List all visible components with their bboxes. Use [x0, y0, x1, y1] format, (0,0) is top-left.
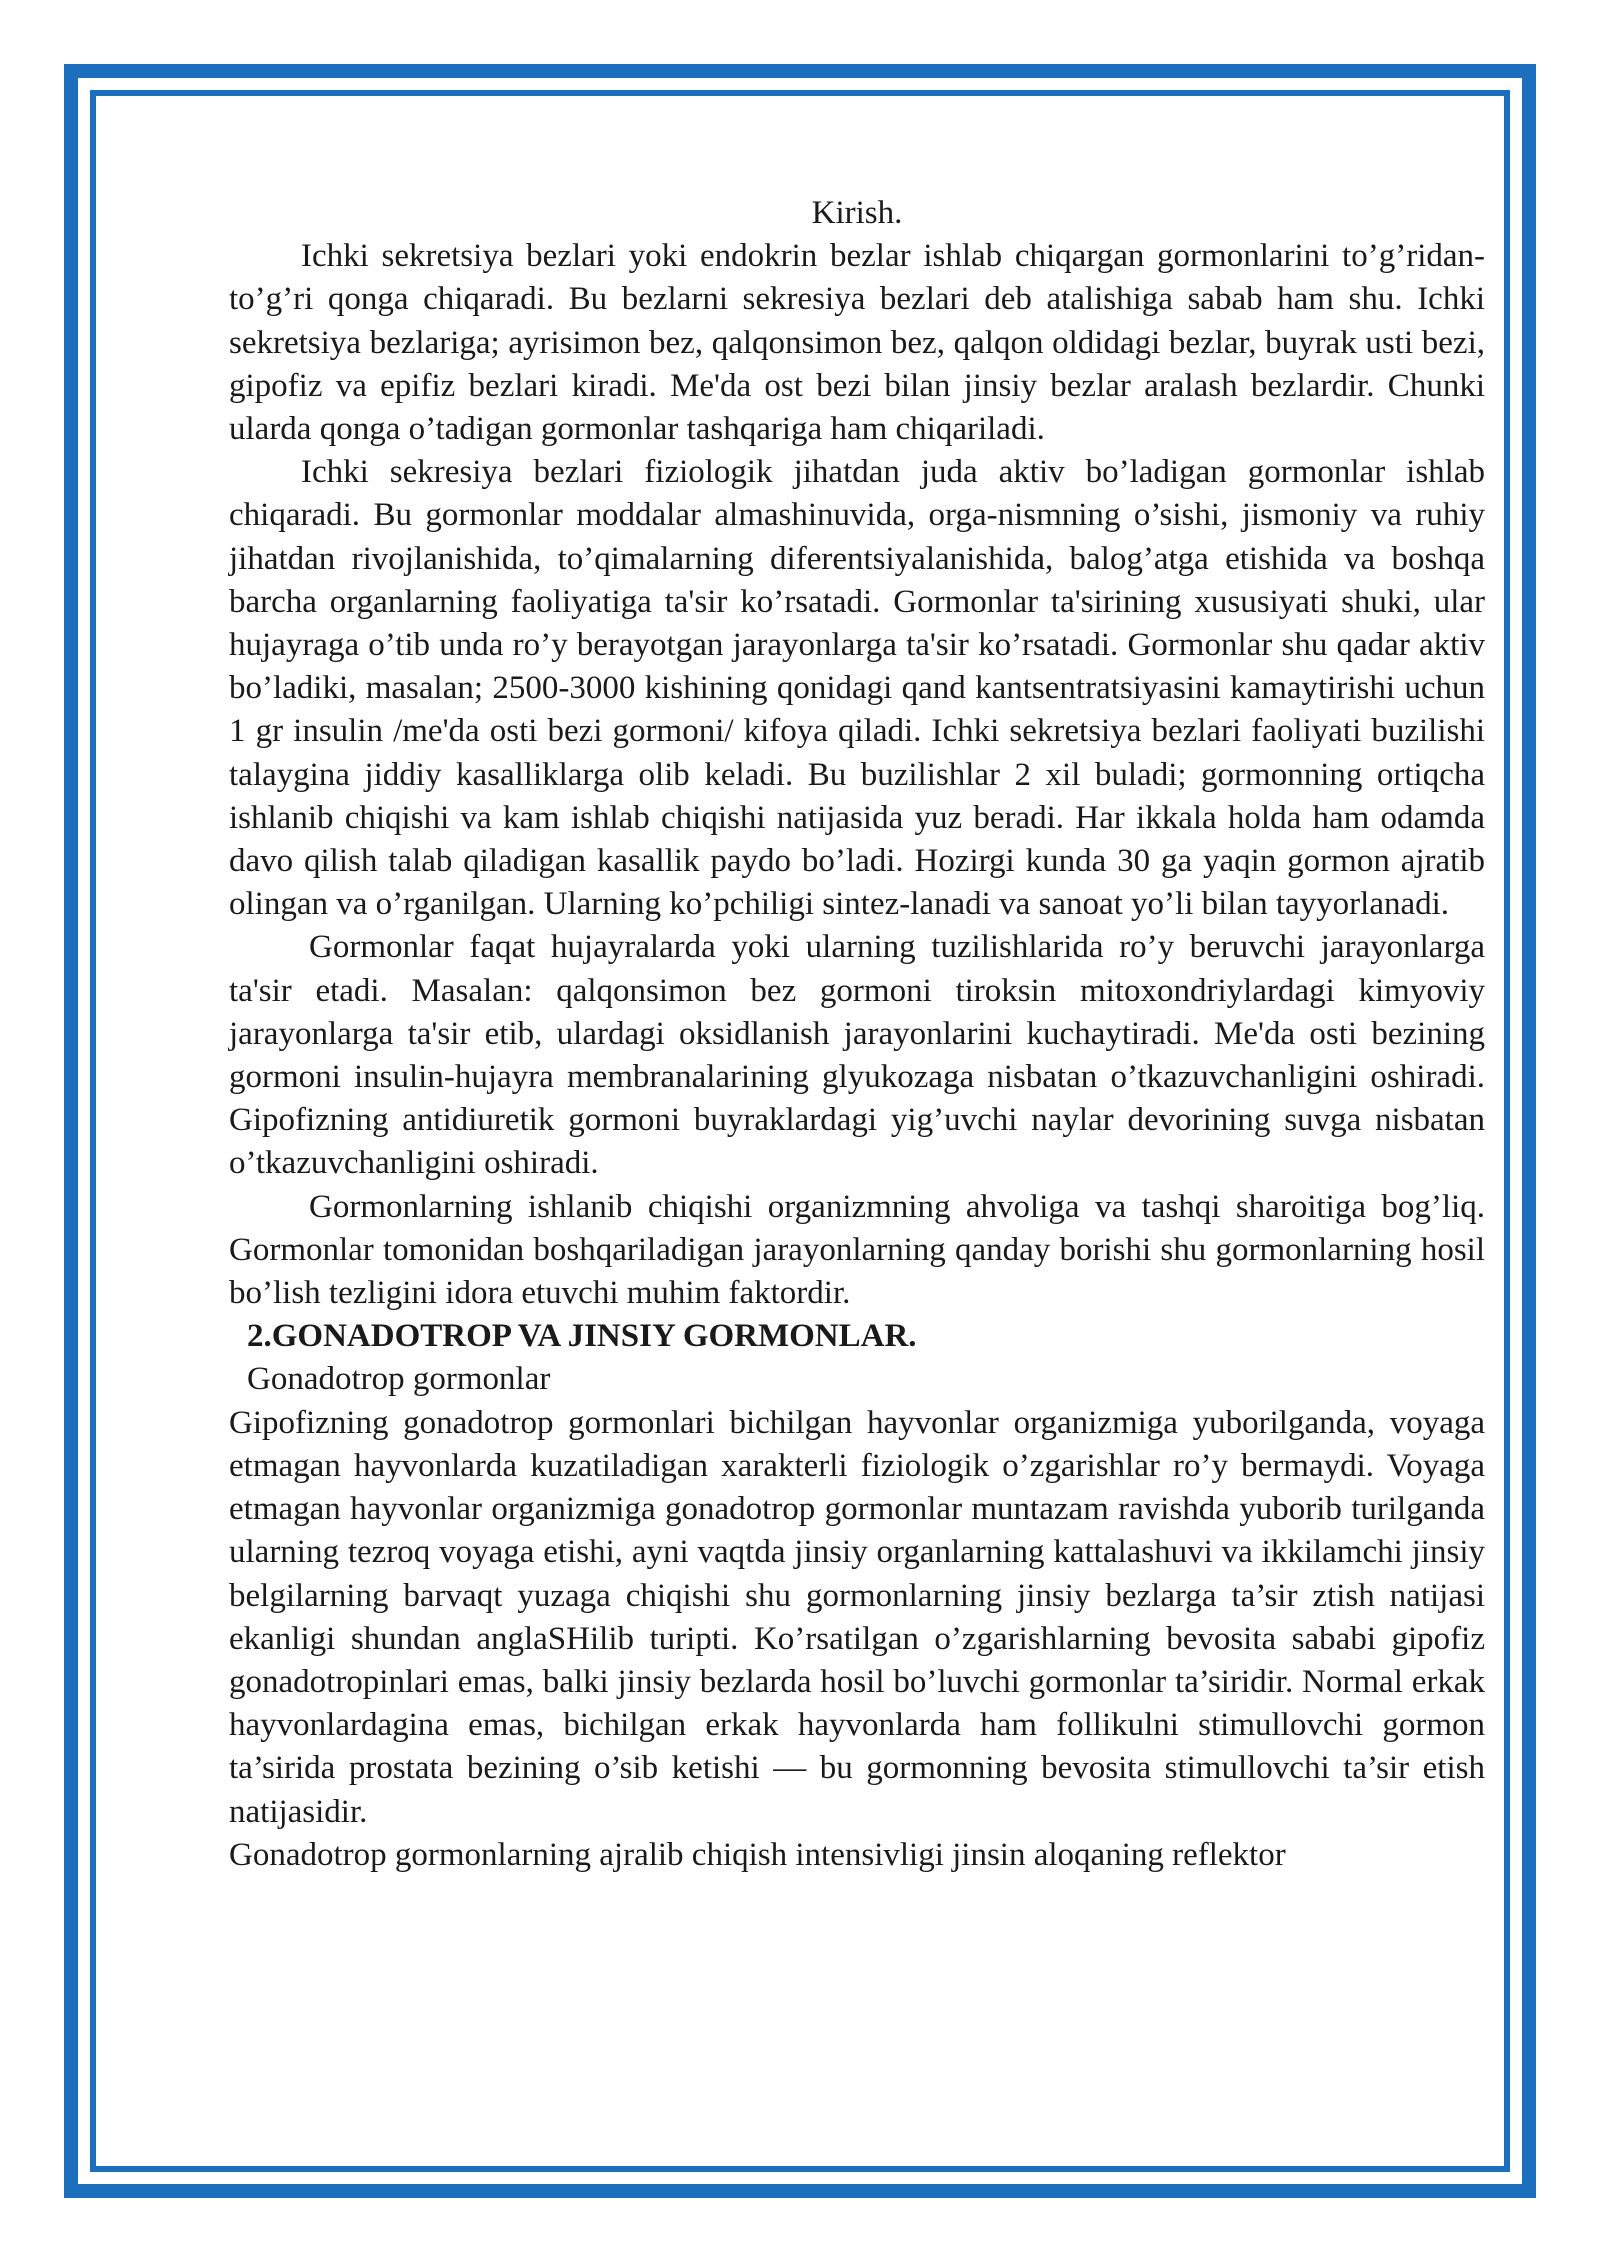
subsection-title: Gonadotrop gormonlar — [247, 1361, 551, 1398]
paragraph: Ichki sekresiya bezlari fiziologik jihatdan juda aktiv bo’ladigan gormonlar ishlab chiqaradi. Bu gormonlar moddalar almashinuvida, orga-nismning o’sishi, jismoniy va ruhiy jihatdan rivojlanishida, to’qimalarning diferentsiyalanishida, balog’atga etishida va boshqa barcha organlarning faoliyatiga ta'sir ko’rsatadi. Gormonlar ta'sirining xususiyati shuki, ular hujayraga o’tib unda ro’y berayotgan jarayonlarga ta'sir ko’rsatadi. Gormonlar shu qadar aktiv bo’ladiki, masalan; 2500-3000 kishining qonidagi qand kantsentratsiyasini kamaytirishi uchun 1 gr insulin /me'da osti bezi gormoni/ kifoya qiladi. Ichki sekretsiya bezlari faoliyati buzilishi talaygina jiddiy kasalliklarga olib keladi. Bu buzilishlar 2 xil buladi; gormonning ortiqcha ishlanib chiqishi va kam ishlab chiqishi natijasida yuz beradi. Har ikkala holda ham odamda davo qilish talab qiladigan kasallik paydo bo’ladi. Hozirgi kunda 30 ga yaqin gormon ajratib olingan va o’rganilgan. Ularning ko’pchiligi sintez-lanadi va sanoat yo’li bilan tayyorlanadi. — [229, 454, 1485, 923]
section-title: 2.GONADOTROP VA JINSIY GORMONLAR. — [247, 1318, 917, 1355]
paragraph: Ichki sekretsiya bezlari yoki endokrin bezlar ishlab chiqargan gormonlarini to’g’ridan-to’g’ri qonga chiqaradi. Bu bezlarni sekresiya bezlari deb atalishiga sabab ham shu. Ichki sekretsiya bezlariga; ayrisimon bez, qalqonsimon bez, qalqon oldidagi bezlar, buyrak usti bezi, gipofiz va epifiz bezlari kiradi. Me'da ost bezi bilan jinsiy bezlar aralash bezlardir. Chunki ularda qonga o’tadigan gormonlar tashqariga ham chiqariladi. — [229, 238, 1485, 448]
paragraph: Gipofizning gonadotrop gormonlari bichilgan hayvonlar organizmiga yuborilganda, voyaga etmagan hayvonlarda kuzatiladigan xarakterli fiziologik o’zgarishlar ro’y bermaydi. Voyaga etmagan hayvonlar organizmiga gonadotrop gormonlar muntazam ravishda yuborib turilganda ularning tezroq voyaga etishi, ayni vaqtda jinsiy organlarning kattalashuvi va ikkilamchi jinsiy belgilarning barvaqt yuzaga chiqishi shu gormonlarning jinsiy bezlarga ta’sir ztish natijasi ekanligi shundan anglaSHilib turipti. Ko’rsatilgan o’zgarishlarning bevosita sababi gipofiz gonadotropinlari emas, balki jinsiy bezlarda hosil bo’luvchi gormonlar ta’siridir. Normal erkak hayvonlardagina emas, bichilgan erkak hayvonlarda ham follikulni stimullovchi gormon ta’sirida prostata bezining o’sib ketishi — bu gormonning bevosita stimullovchi ta’sir etish natijasidir. — [229, 1404, 1485, 1830]
paragraph: Gormonlarning ishlanib chiqishi organizmning ahvoliga va tashqi sharoitiga bog’liq. Gormonlar tomonidan boshqariladigan jarayonlarning qanday borishi shu gormonlarning hosil bo’lish tezligini idora etuvchi muhim faktordir. — [229, 1188, 1485, 1312]
document-title: Kirish. — [811, 195, 903, 231]
paragraph: Gonadotrop gormonlarning ajralib chiqish intensivligi jinsin aloqaning reflektor — [229, 1836, 1286, 1873]
document-body — [229, 192, 1485, 1877]
paragraph: Gormonlar faqat hujayralarda yoki ularning tuzilishlarida ro’y beruvchi jarayonlarga ta'sir etadi. Masalan: qalqonsimon bez gormoni tiroksin mitoxondriylardagi kimyoviy jarayonlarga ta'sir etib, ulardagi oksidlanish jarayonlarini kuchaytiradi. Me'da osti bezining gormoni insulin-hujayra membranalarining glyukozaga nisbatan o’tkazuvchanligini oshiradi. Gipofizning antidiuretik gormoni buyraklardagi yig’uvchi naylar devorining suvga nisbatan o’tkazuvchanligini oshiradi. — [229, 929, 1485, 1182]
